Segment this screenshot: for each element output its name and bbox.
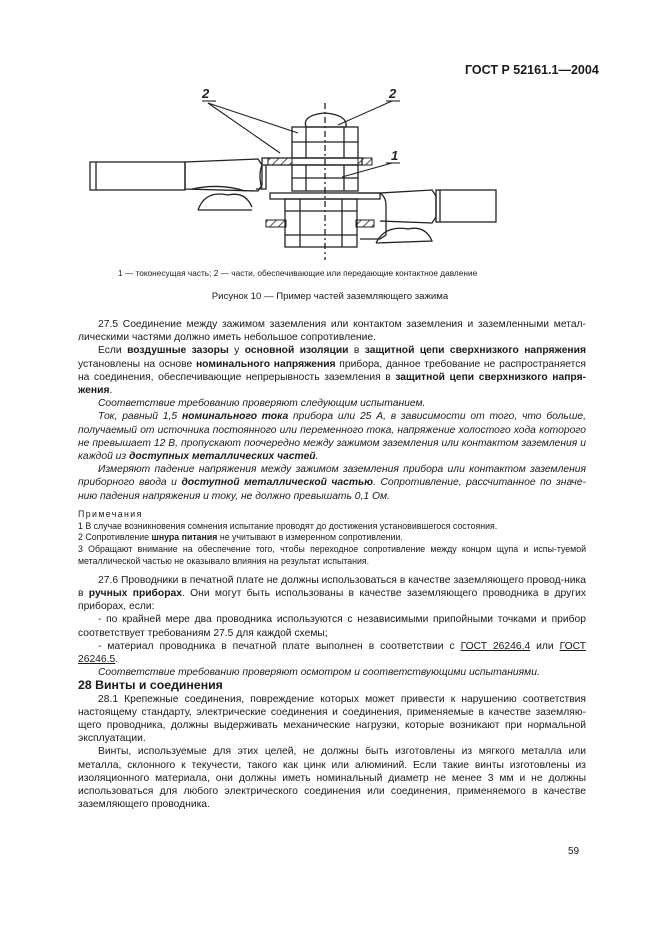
- callout-2-right: 2: [389, 86, 397, 101]
- note-2: 2 Сопротивление шнура питания не учитывают в измеренном сопротивлении.: [78, 532, 403, 543]
- left-cable: [90, 162, 185, 190]
- gost-26246-5-link[interactable]: ГОСТ 26246.5: [78, 640, 586, 666]
- notes-heading: Примечания: [78, 508, 143, 519]
- lower-nut: [285, 199, 357, 247]
- condition-2: - материал проводника в печатной плате выполнен в соответствии с ГОСТ 26246.4 или ГОСТ 26246.5.: [78, 640, 586, 666]
- figure-caption: Рисунок 10 — Пример частей заземляющего зажима: [211, 291, 449, 302]
- voltage-drop-paragraph: Измеряют падение напряжения между зажимом заземления прибора или контактом заземления приборного ввода и доступной металлической частью. Сопротивление, рассчитанное по значе-нию падения напряжения и току, не должно превышать 0,1 Ом.: [78, 464, 586, 502]
- notes-block: [78, 509, 586, 568]
- compliance-check-27-6: Соответствие требованию проверяют осмотром и соответствующими испытаниями.: [98, 667, 540, 679]
- paragraph-27-5-b: Если воздушные зазоры у основной изоляции в защитной цепи сверхнизкого напряжения установлены на основе номинального напряжения прибора, данное требование не распространяется на соединения, обеспечивающие непрерывность заземления в защитной цепи сверхнизкого напря-жения.: [78, 345, 586, 397]
- condition-1: - по крайней мере два проводника используются с независимыми припойными точками и прибор соответствует требованиям 27.5 для каждой схемы;: [78, 614, 586, 639]
- paragraph-27-5: 27.5 Соединение между зажимом заземления или контактом заземления и заземленными метал-лическими частями должно иметь небольшое сопротивление.: [78, 319, 586, 344]
- test-current-paragraph: Ток, равный 1,5 номинального тока прибора или 25 А, в зависимости от того, что больше, получаемый от источника постоянного или переменного тока, напряжение холостого хода которого не превышает 12 В, пропускают поочередно между зажимом заземления или контактом заземления и каждой из доступных металлических частей.: [78, 411, 586, 463]
- gost-26246-4-link[interactable]: ГОСТ 26246.4: [460, 640, 531, 652]
- compliance-check-27-5: Соответствие требованию проверяют следующим испытанием.: [98, 398, 426, 410]
- paragraph-27-6: 27.6 Проводники в печатной плате не должны использоваться в качестве заземляющего провод-ника в ручных приборах. Они могут быть использованы в качестве заземляющего проводника в других приборах, если:: [78, 574, 586, 613]
- paragraph-28-1: 28.1 Крепежные соединения, повреждение которых может привести к нарушению соответствия настоящему стандарту, электрические соединения и соединения, применяемые в качестве заземляю-щего проводника, должны выдерживать механические нагрузки, которые возникают при нормальной эксплуатации.: [78, 693, 586, 745]
- page-number: 59: [568, 846, 580, 857]
- callout-2-left: 2: [202, 86, 210, 101]
- document-code: ГОСТ Р 52161.1—2004: [465, 63, 599, 77]
- grounding-clamp-figure: [80, 85, 500, 260]
- right-cable: [436, 190, 496, 222]
- note-3: 3 Обращают внимание на обеспечение того, чтобы переходное сопротивление между концом щупа и испы-туемой металлической частью не оказывало влияния на результат испытания.: [78, 544, 586, 567]
- paragraph-28-1-b: Винты, используемые для этих целей, не должны быть изготовлены из мягкого металла или металла, склонного к текучести, такого как цинк или алюминий. Если такие винты изготовлены из изоляционного материала, они должны иметь номинальный диаметр не менее 3 мм и не должны использоваться для любого электрического соединения или соединения, применяемого в качестве заземляющего проводника.: [78, 746, 586, 811]
- body-text: [78, 318, 586, 811]
- note-1: 1 В случае возникновения сомнения испытание проводят до достижения установившегося состояния.: [78, 520, 498, 531]
- figure-legend: 1 — токонесущая часть; 2 — части, обеспечивающие или передающие контактное давление: [118, 268, 478, 278]
- bolt-head: [305, 113, 346, 127]
- section-28-title: 28 Винты и соединения: [78, 678, 223, 693]
- callout-1: 1: [391, 148, 399, 163]
